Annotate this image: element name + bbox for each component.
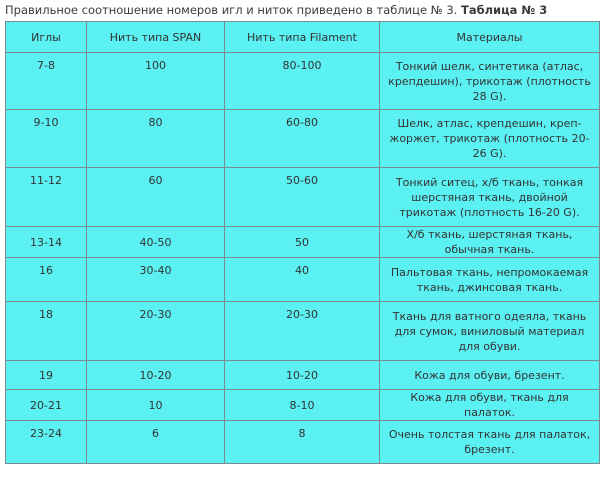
cell-filament: 8-10 xyxy=(225,390,380,421)
cell-materials: Шелк, атлас, крепдешин, креп-жоржет, трикотаж (плотность 20-26 G). xyxy=(380,110,600,168)
cell-span: 60 xyxy=(87,168,225,227)
header-span: Нить типа SPAN xyxy=(87,22,225,53)
cell-materials: Кожа для обуви, ткань для палаток. xyxy=(380,390,600,421)
cell-materials: Тонкий шелк, синтетика (атлас, крепдешин), трикотаж (плотность 28 G). xyxy=(380,53,600,110)
table-row xyxy=(6,168,600,227)
cell-needle: 19 xyxy=(6,361,87,390)
cell-span: 10-20 xyxy=(87,361,225,390)
cell-needle: 20-21 xyxy=(6,390,87,421)
header-needles: Иглы xyxy=(6,22,87,53)
cell-span: 100 xyxy=(87,53,225,110)
cell-needle: 13-14 xyxy=(6,227,87,258)
cell-needle: 16 xyxy=(6,258,87,302)
cell-span: 6 xyxy=(87,421,225,464)
cell-needle: 7-8 xyxy=(6,53,87,110)
cell-filament: 8 xyxy=(225,421,380,464)
header-materials: Материалы xyxy=(380,22,600,53)
cell-filament: 10-20 xyxy=(225,361,380,390)
table-row xyxy=(6,390,600,421)
cell-filament: 40 xyxy=(225,258,380,302)
caption-text: Правильное соотношение номеров игл и ниток приведено в таблице № 3. xyxy=(5,3,458,17)
cell-materials: Тонкий ситец, х/б ткань, тонкая шерстяная ткань, двойной трикотаж (плотность 16-20 G). xyxy=(380,168,600,227)
cell-needle: 11-12 xyxy=(6,168,87,227)
table-caption xyxy=(5,3,547,17)
cell-filament: 50 xyxy=(225,227,380,258)
cell-filament: 20-30 xyxy=(225,302,380,361)
table-row xyxy=(6,421,600,464)
cell-span: 30-40 xyxy=(87,258,225,302)
header-filament: Нить типа Filament xyxy=(225,22,380,53)
table-header-row xyxy=(6,22,600,53)
table-row xyxy=(6,227,600,258)
cell-materials: Очень толстая ткань для палаток, брезент. xyxy=(380,421,600,464)
table-row xyxy=(6,361,600,390)
cell-filament: 60-80 xyxy=(225,110,380,168)
caption-table-title: Таблица № 3 xyxy=(460,3,548,17)
cell-span: 40-50 xyxy=(87,227,225,258)
cell-needle: 18 xyxy=(6,302,87,361)
cell-needle: 9-10 xyxy=(6,110,87,168)
cell-needle: 23-24 xyxy=(6,421,87,464)
cell-span: 10 xyxy=(87,390,225,421)
table-row xyxy=(6,302,600,361)
table-row xyxy=(6,53,600,110)
table-row xyxy=(6,258,600,302)
cell-materials: Ткань для ватного одеяла, ткань для сумок, виниловый материал для обуви. xyxy=(380,302,600,361)
cell-materials: Кожа для обуви, брезент. xyxy=(380,361,600,390)
cell-span: 80 xyxy=(87,110,225,168)
cell-filament: 80-100 xyxy=(225,53,380,110)
cell-filament: 50-60 xyxy=(225,168,380,227)
cell-materials: Пальтовая ткань, непромокаемая ткань, джинсовая ткань. xyxy=(380,258,600,302)
table-row xyxy=(6,110,600,168)
cell-span: 20-30 xyxy=(87,302,225,361)
cell-materials: Х/б ткань, шерстяная ткань, обычная ткань. xyxy=(380,227,600,258)
needle-thread-table xyxy=(5,21,600,464)
